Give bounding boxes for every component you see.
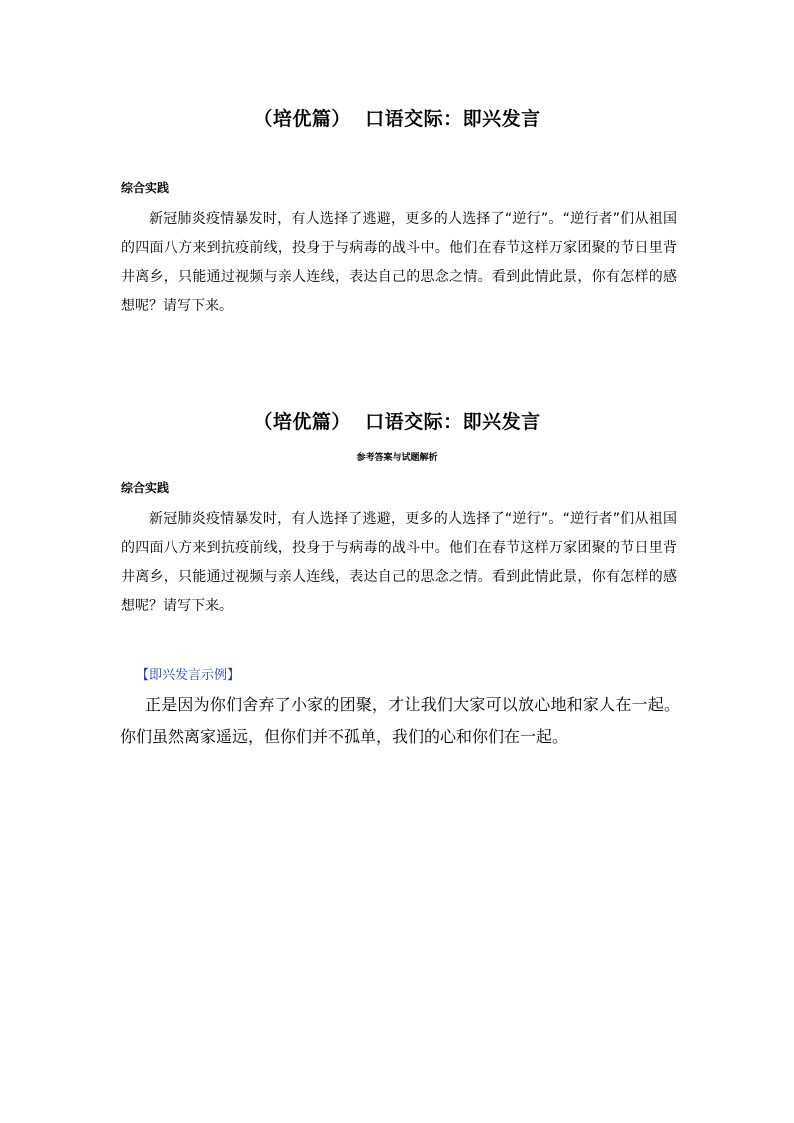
answer-example-tag: 【即兴发言示例】	[136, 668, 241, 683]
answer-example-text: 正是因为你们舍弃了小家的团聚，才让我们大家可以放心地和家人在一起。你们虽然离家遥远，但你们并不孤单，我们的心和你们在一起。	[120, 695, 680, 746]
answer-subtitle: 参考答案与试题解析	[356, 453, 438, 463]
answer-question-text: 新冠肺炎疫情暴发时，有人选择了逃避，更多的人选择了“逆行”。“逆行者”们从祖国的四面八方来到抗疫前线，投身于与病毒的战斗中。他们在春节这样万家团聚的节日里背井离乡，只能通过视频与亲人连线，表达自己的思念之情。看到此情此景，你有怎样的感想呢？请写下来。	[121, 511, 677, 614]
page-title: （培优篇） 口语交际：即兴发言	[253, 108, 541, 130]
answer-section-label: 综合实践	[121, 481, 170, 495]
answer-page-title: （培优篇） 口语交际：即兴发言	[253, 411, 541, 433]
section-label: 综合实践	[121, 181, 170, 195]
question-text: 新冠肺炎疫情暴发时，有人选择了逃避，更多的人选择了“逆行”。“逆行者”们从祖国的四面八方来到抗疫前线，投身于与病毒的战斗中。他们在春节这样万家团聚的节日里背井离乡，只能通过视频与亲人连线，表达自己的思念之情。看到此情此景，你有怎样的感想呢？请写下来。	[121, 211, 677, 314]
